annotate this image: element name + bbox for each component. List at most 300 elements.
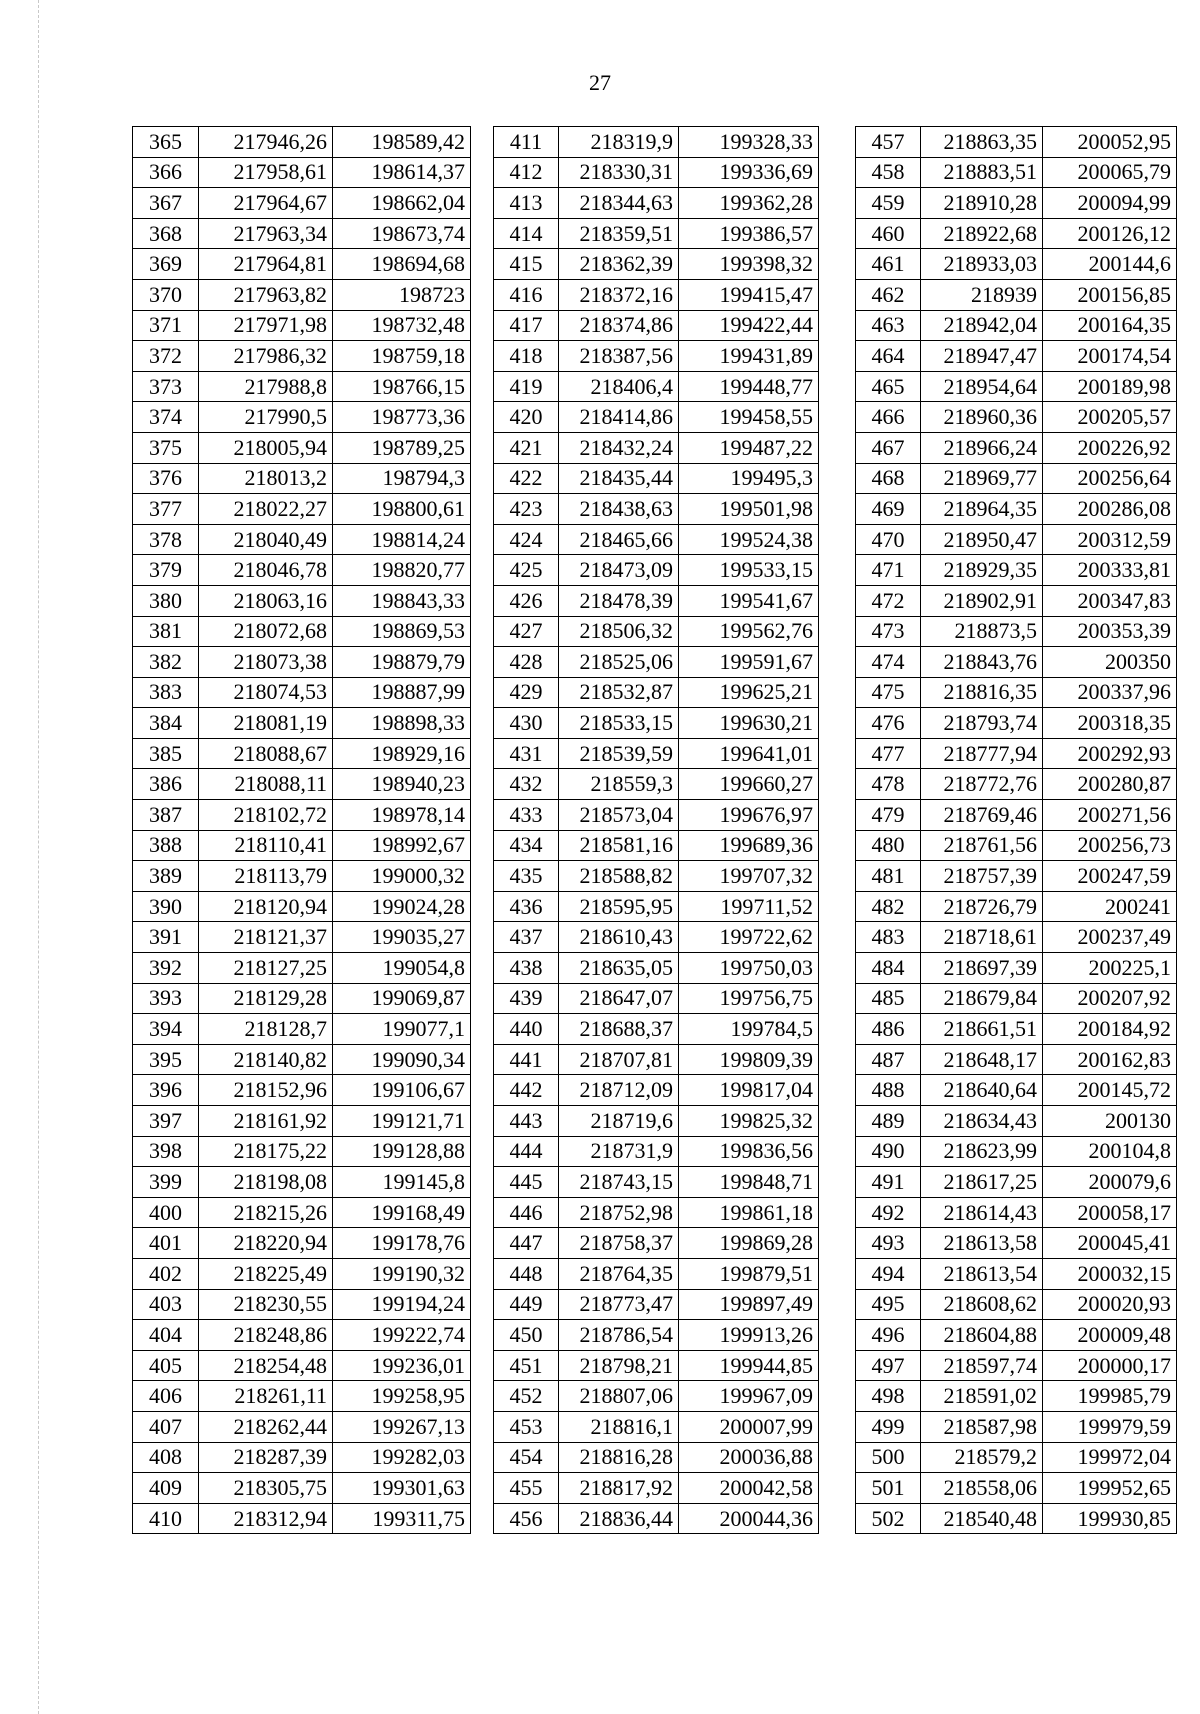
y-coordinate-cell: 200226,92 (1043, 432, 1177, 463)
x-coordinate-cell: 218374,86 (559, 310, 679, 341)
table-row (133, 616, 471, 647)
x-coordinate-cell: 218761,56 (921, 830, 1043, 861)
x-coordinate-cell: 218013,2 (199, 463, 333, 494)
point-number-cell: 406 (133, 1381, 199, 1412)
point-number-cell: 479 (856, 800, 921, 831)
y-coordinate-cell: 199501,98 (679, 494, 819, 525)
point-number-cell: 483 (856, 922, 921, 953)
table-row (133, 402, 471, 433)
table-row (133, 800, 471, 831)
table-row (133, 922, 471, 953)
y-coordinate-cell: 199035,27 (333, 922, 471, 953)
table-row (494, 1106, 819, 1137)
x-coordinate-cell: 218929,35 (921, 555, 1043, 586)
table-row (494, 708, 819, 739)
y-coordinate-cell: 199625,21 (679, 677, 819, 708)
x-coordinate-cell: 218305,75 (199, 1473, 333, 1504)
y-coordinate-cell: 199817,04 (679, 1075, 819, 1106)
y-coordinate-cell: 198614,37 (333, 157, 471, 188)
table-row (133, 494, 471, 525)
y-coordinate-cell: 199869,28 (679, 1228, 819, 1259)
x-coordinate-cell: 218175,22 (199, 1136, 333, 1167)
y-coordinate-cell: 199825,32 (679, 1106, 819, 1137)
x-coordinate-cell: 218005,94 (199, 432, 333, 463)
y-coordinate-cell: 199784,5 (679, 1014, 819, 1045)
x-coordinate-cell: 218225,49 (199, 1258, 333, 1289)
y-coordinate-cell: 198898,33 (333, 708, 471, 739)
x-coordinate-cell: 218359,51 (559, 218, 679, 249)
point-number-cell: 442 (494, 1075, 559, 1106)
point-number-cell: 495 (856, 1289, 921, 1320)
x-coordinate-cell: 218883,51 (921, 157, 1043, 188)
y-coordinate-cell: 199562,76 (679, 616, 819, 647)
y-coordinate-cell: 199386,57 (679, 218, 819, 249)
y-coordinate-cell: 199750,03 (679, 953, 819, 984)
point-number-cell: 424 (494, 524, 559, 555)
point-number-cell: 413 (494, 188, 559, 219)
x-coordinate-cell: 218608,62 (921, 1289, 1043, 1320)
table-row (856, 708, 1177, 739)
x-coordinate-cell: 218697,39 (921, 953, 1043, 984)
y-coordinate-cell: 199448,77 (679, 371, 819, 402)
x-coordinate-cell: 218817,92 (559, 1473, 679, 1504)
point-number-cell: 500 (856, 1442, 921, 1473)
x-coordinate-cell: 218966,24 (921, 432, 1043, 463)
y-coordinate-cell: 198789,25 (333, 432, 471, 463)
table-row (494, 127, 819, 158)
x-coordinate-cell: 218743,15 (559, 1167, 679, 1198)
y-coordinate-cell: 198694,68 (333, 249, 471, 280)
x-coordinate-cell: 218312,94 (199, 1503, 333, 1534)
x-coordinate-cell: 218559,3 (559, 769, 679, 800)
point-number-cell: 370 (133, 279, 199, 310)
table-row (494, 310, 819, 341)
y-coordinate-cell: 199972,04 (1043, 1442, 1177, 1473)
y-coordinate-cell: 198794,3 (333, 463, 471, 494)
table-row (856, 310, 1177, 341)
y-coordinate-cell: 199660,27 (679, 769, 819, 800)
point-number-cell: 374 (133, 402, 199, 433)
point-number-cell: 375 (133, 432, 199, 463)
point-number-cell: 470 (856, 524, 921, 555)
x-coordinate-cell: 218088,67 (199, 738, 333, 769)
table-row (856, 983, 1177, 1014)
point-number-cell: 368 (133, 218, 199, 249)
y-coordinate-cell: 199897,49 (679, 1289, 819, 1320)
table-row (133, 432, 471, 463)
x-coordinate-cell: 218140,82 (199, 1044, 333, 1075)
point-number-cell: 371 (133, 310, 199, 341)
x-coordinate-cell: 218769,46 (921, 800, 1043, 831)
y-coordinate-cell: 199190,32 (333, 1258, 471, 1289)
y-coordinate-cell: 199541,67 (679, 585, 819, 616)
x-coordinate-cell: 218712,09 (559, 1075, 679, 1106)
table-row (856, 127, 1177, 158)
y-coordinate-cell: 199106,67 (333, 1075, 471, 1106)
table-row (133, 249, 471, 280)
x-coordinate-cell: 218595,95 (559, 891, 679, 922)
table-row (856, 494, 1177, 525)
y-coordinate-cell: 199952,65 (1043, 1473, 1177, 1504)
point-number-cell: 426 (494, 585, 559, 616)
point-number-cell: 420 (494, 402, 559, 433)
point-number-cell: 463 (856, 310, 921, 341)
y-coordinate-cell: 199848,71 (679, 1167, 819, 1198)
table-row (856, 616, 1177, 647)
y-coordinate-cell: 199431,89 (679, 341, 819, 372)
table-row (494, 157, 819, 188)
table-row (494, 677, 819, 708)
point-number-cell: 411 (494, 127, 559, 158)
table-row (133, 769, 471, 800)
x-coordinate-cell: 218330,31 (559, 157, 679, 188)
y-coordinate-cell: 199676,97 (679, 800, 819, 831)
x-coordinate-cell: 218793,74 (921, 708, 1043, 739)
x-coordinate-cell: 218465,66 (559, 524, 679, 555)
x-coordinate-cell: 218588,82 (559, 861, 679, 892)
y-coordinate-cell: 199024,28 (333, 891, 471, 922)
table-row (856, 188, 1177, 219)
y-coordinate-cell: 198723 (333, 279, 471, 310)
y-coordinate-cell: 198773,36 (333, 402, 471, 433)
y-coordinate-cell: 199282,03 (333, 1442, 471, 1473)
y-coordinate-cell: 199689,36 (679, 830, 819, 861)
table-row (494, 402, 819, 433)
y-coordinate-cell: 199415,47 (679, 279, 819, 310)
y-coordinate-cell: 200205,57 (1043, 402, 1177, 433)
point-number-cell: 490 (856, 1136, 921, 1167)
x-coordinate-cell: 218478,39 (559, 585, 679, 616)
y-coordinate-cell: 199722,62 (679, 922, 819, 953)
table-row (494, 555, 819, 586)
y-coordinate-cell: 198869,53 (333, 616, 471, 647)
x-coordinate-cell: 217946,26 (199, 127, 333, 158)
point-number-cell: 393 (133, 983, 199, 1014)
point-number-cell: 499 (856, 1411, 921, 1442)
y-coordinate-cell: 200337,96 (1043, 677, 1177, 708)
point-number-cell: 481 (856, 861, 921, 892)
x-coordinate-cell: 218942,04 (921, 310, 1043, 341)
table-row (133, 188, 471, 219)
x-coordinate-cell: 218088,11 (199, 769, 333, 800)
x-coordinate-cell: 218198,08 (199, 1167, 333, 1198)
x-coordinate-cell: 218120,94 (199, 891, 333, 922)
y-coordinate-cell: 198887,99 (333, 677, 471, 708)
y-coordinate-cell: 199756,75 (679, 983, 819, 1014)
x-coordinate-cell: 218113,79 (199, 861, 333, 892)
point-number-cell: 446 (494, 1197, 559, 1228)
x-coordinate-cell: 218362,39 (559, 249, 679, 280)
table-row (133, 524, 471, 555)
y-coordinate-cell: 199398,32 (679, 249, 819, 280)
point-number-cell: 384 (133, 708, 199, 739)
point-number-cell: 394 (133, 1014, 199, 1045)
x-coordinate-cell: 218933,03 (921, 249, 1043, 280)
x-coordinate-cell: 218248,86 (199, 1320, 333, 1351)
y-coordinate-cell: 200130 (1043, 1106, 1177, 1137)
y-coordinate-cell: 199861,18 (679, 1197, 819, 1228)
x-coordinate-cell: 218661,51 (921, 1014, 1043, 1045)
x-coordinate-cell: 218648,17 (921, 1044, 1043, 1075)
x-coordinate-cell: 218587,98 (921, 1411, 1043, 1442)
table-row (133, 861, 471, 892)
point-number-cell: 452 (494, 1381, 559, 1412)
x-coordinate-cell: 218152,96 (199, 1075, 333, 1106)
x-coordinate-cell: 218387,56 (559, 341, 679, 372)
y-coordinate-cell: 199641,01 (679, 738, 819, 769)
point-number-cell: 454 (494, 1442, 559, 1473)
x-coordinate-cell: 218614,43 (921, 1197, 1043, 1228)
margin-line (38, 0, 39, 1714)
table-row (494, 800, 819, 831)
point-number-cell: 489 (856, 1106, 921, 1137)
table-row (133, 1014, 471, 1045)
table-row (856, 432, 1177, 463)
y-coordinate-cell: 199591,67 (679, 647, 819, 678)
table-row (494, 1167, 819, 1198)
x-coordinate-cell: 218707,81 (559, 1044, 679, 1075)
point-number-cell: 459 (856, 188, 921, 219)
x-coordinate-cell: 218432,24 (559, 432, 679, 463)
table-row (494, 463, 819, 494)
y-coordinate-cell: 200174,54 (1043, 341, 1177, 372)
point-number-cell: 455 (494, 1473, 559, 1504)
point-number-cell: 471 (856, 555, 921, 586)
table-row (856, 800, 1177, 831)
point-number-cell: 480 (856, 830, 921, 861)
point-number-cell: 451 (494, 1350, 559, 1381)
point-number-cell: 416 (494, 279, 559, 310)
y-coordinate-cell: 198732,48 (333, 310, 471, 341)
table-row (494, 830, 819, 861)
y-coordinate-cell: 200184,92 (1043, 1014, 1177, 1045)
x-coordinate-cell: 217971,98 (199, 310, 333, 341)
point-number-cell: 421 (494, 432, 559, 463)
table-row (856, 1473, 1177, 1504)
x-coordinate-cell: 217990,5 (199, 402, 333, 433)
table-row (856, 738, 1177, 769)
y-coordinate-cell: 198814,24 (333, 524, 471, 555)
y-coordinate-cell: 200045,41 (1043, 1228, 1177, 1259)
table-row (494, 524, 819, 555)
y-coordinate-cell: 200247,59 (1043, 861, 1177, 892)
x-coordinate-cell: 218406,4 (559, 371, 679, 402)
point-number-cell: 398 (133, 1136, 199, 1167)
point-number-cell: 367 (133, 188, 199, 219)
point-number-cell: 412 (494, 157, 559, 188)
y-coordinate-cell: 200058,17 (1043, 1197, 1177, 1228)
x-coordinate-cell: 218752,98 (559, 1197, 679, 1228)
y-coordinate-cell: 199630,21 (679, 708, 819, 739)
y-coordinate-cell: 199944,85 (679, 1350, 819, 1381)
table-row (133, 1381, 471, 1412)
y-coordinate-cell: 199495,3 (679, 463, 819, 494)
table-row (133, 983, 471, 1014)
x-coordinate-cell: 218261,11 (199, 1381, 333, 1412)
point-number-cell: 410 (133, 1503, 199, 1534)
y-coordinate-cell: 200052,95 (1043, 127, 1177, 158)
x-coordinate-cell: 218581,16 (559, 830, 679, 861)
table-row (133, 708, 471, 739)
point-number-cell: 409 (133, 1473, 199, 1504)
table-row (856, 279, 1177, 310)
point-number-cell: 390 (133, 891, 199, 922)
x-coordinate-cell: 218719,6 (559, 1106, 679, 1137)
x-coordinate-cell: 218063,16 (199, 585, 333, 616)
y-coordinate-cell: 200065,79 (1043, 157, 1177, 188)
point-number-cell: 381 (133, 616, 199, 647)
point-number-cell: 372 (133, 341, 199, 372)
x-coordinate-cell: 218950,47 (921, 524, 1043, 555)
x-coordinate-cell: 218414,86 (559, 402, 679, 433)
table-row (133, 891, 471, 922)
x-coordinate-cell: 218873,5 (921, 616, 1043, 647)
x-coordinate-cell: 218772,76 (921, 769, 1043, 800)
x-coordinate-cell: 218623,99 (921, 1136, 1043, 1167)
point-number-cell: 472 (856, 585, 921, 616)
point-number-cell: 378 (133, 524, 199, 555)
x-coordinate-cell: 218910,28 (921, 188, 1043, 219)
x-coordinate-cell: 218939 (921, 279, 1043, 310)
y-coordinate-cell: 199069,87 (333, 983, 471, 1014)
x-coordinate-cell: 218372,16 (559, 279, 679, 310)
x-coordinate-cell: 218836,44 (559, 1503, 679, 1534)
point-number-cell: 477 (856, 738, 921, 769)
table-row (133, 218, 471, 249)
x-coordinate-cell: 217988,8 (199, 371, 333, 402)
x-coordinate-cell: 218591,02 (921, 1381, 1043, 1412)
y-coordinate-cell: 200271,56 (1043, 800, 1177, 831)
table-row (856, 218, 1177, 249)
y-coordinate-cell: 199168,49 (333, 1197, 471, 1228)
point-number-cell: 466 (856, 402, 921, 433)
y-coordinate-cell: 198673,74 (333, 218, 471, 249)
table-row (133, 1442, 471, 1473)
coordinates-table-3 (855, 126, 1177, 1534)
point-number-cell: 475 (856, 677, 921, 708)
table-row (494, 1442, 819, 1473)
table-row (856, 1197, 1177, 1228)
point-number-cell: 369 (133, 249, 199, 280)
y-coordinate-cell: 198759,18 (333, 341, 471, 372)
point-number-cell: 422 (494, 463, 559, 494)
point-number-cell: 468 (856, 463, 921, 494)
y-coordinate-cell: 200104,8 (1043, 1136, 1177, 1167)
point-number-cell: 449 (494, 1289, 559, 1320)
table-row (133, 1473, 471, 1504)
x-coordinate-cell: 218215,26 (199, 1197, 333, 1228)
x-coordinate-cell: 218435,44 (559, 463, 679, 494)
point-number-cell: 430 (494, 708, 559, 739)
y-coordinate-cell: 200009,48 (1043, 1320, 1177, 1351)
point-number-cell: 456 (494, 1503, 559, 1534)
x-coordinate-cell: 218533,15 (559, 708, 679, 739)
y-coordinate-cell: 200162,83 (1043, 1044, 1177, 1075)
y-coordinate-cell: 200241 (1043, 891, 1177, 922)
point-number-cell: 377 (133, 494, 199, 525)
point-number-cell: 501 (856, 1473, 921, 1504)
table-row (856, 1106, 1177, 1137)
y-coordinate-cell: 200347,83 (1043, 585, 1177, 616)
point-number-cell: 497 (856, 1350, 921, 1381)
x-coordinate-cell: 217958,61 (199, 157, 333, 188)
point-number-cell: 415 (494, 249, 559, 280)
point-number-cell: 425 (494, 555, 559, 586)
y-coordinate-cell: 199311,75 (333, 1503, 471, 1534)
y-coordinate-cell: 200189,98 (1043, 371, 1177, 402)
point-number-cell: 464 (856, 341, 921, 372)
point-number-cell: 423 (494, 494, 559, 525)
point-number-cell: 484 (856, 953, 921, 984)
point-number-cell: 397 (133, 1106, 199, 1137)
x-coordinate-cell: 218532,87 (559, 677, 679, 708)
table-row (494, 1289, 819, 1320)
y-coordinate-cell: 199362,28 (679, 188, 819, 219)
y-coordinate-cell: 200333,81 (1043, 555, 1177, 586)
y-coordinate-cell: 198940,23 (333, 769, 471, 800)
x-coordinate-cell: 218473,09 (559, 555, 679, 586)
x-coordinate-cell: 218102,72 (199, 800, 333, 831)
y-coordinate-cell: 199979,59 (1043, 1411, 1177, 1442)
y-coordinate-cell: 200350 (1043, 647, 1177, 678)
table-row (856, 585, 1177, 616)
x-coordinate-cell: 218072,68 (199, 616, 333, 647)
table-row (133, 647, 471, 678)
table-row (856, 1442, 1177, 1473)
point-number-cell: 439 (494, 983, 559, 1014)
x-coordinate-cell: 218540,48 (921, 1503, 1043, 1534)
point-number-cell: 434 (494, 830, 559, 861)
point-number-cell: 373 (133, 371, 199, 402)
table-row (133, 830, 471, 861)
point-number-cell: 382 (133, 647, 199, 678)
y-coordinate-cell: 199711,52 (679, 891, 819, 922)
table-row (856, 1167, 1177, 1198)
table-row (856, 1228, 1177, 1259)
table-row (133, 1136, 471, 1167)
x-coordinate-cell: 217963,34 (199, 218, 333, 249)
x-coordinate-cell: 218438,63 (559, 494, 679, 525)
x-coordinate-cell: 218777,94 (921, 738, 1043, 769)
table-row (494, 647, 819, 678)
y-coordinate-cell: 199809,39 (679, 1044, 819, 1075)
table-row (856, 524, 1177, 555)
table-row (494, 188, 819, 219)
x-coordinate-cell: 218319,9 (559, 127, 679, 158)
point-number-cell: 486 (856, 1014, 921, 1045)
table-row (494, 1381, 819, 1412)
table-row (494, 585, 819, 616)
table-row (856, 891, 1177, 922)
x-coordinate-cell: 218506,32 (559, 616, 679, 647)
y-coordinate-cell: 198879,79 (333, 647, 471, 678)
point-number-cell: 445 (494, 1167, 559, 1198)
x-coordinate-cell: 218110,41 (199, 830, 333, 861)
y-coordinate-cell: 200032,15 (1043, 1258, 1177, 1289)
x-coordinate-cell: 218344,63 (559, 188, 679, 219)
point-number-cell: 467 (856, 432, 921, 463)
point-number-cell: 482 (856, 891, 921, 922)
table-row (133, 1350, 471, 1381)
x-coordinate-cell: 218040,49 (199, 524, 333, 555)
x-coordinate-cell: 218964,35 (921, 494, 1043, 525)
x-coordinate-cell: 217964,81 (199, 249, 333, 280)
y-coordinate-cell: 200000,17 (1043, 1350, 1177, 1381)
y-coordinate-cell: 198843,33 (333, 585, 471, 616)
table-row (856, 953, 1177, 984)
x-coordinate-cell: 218573,04 (559, 800, 679, 831)
table-row (494, 891, 819, 922)
